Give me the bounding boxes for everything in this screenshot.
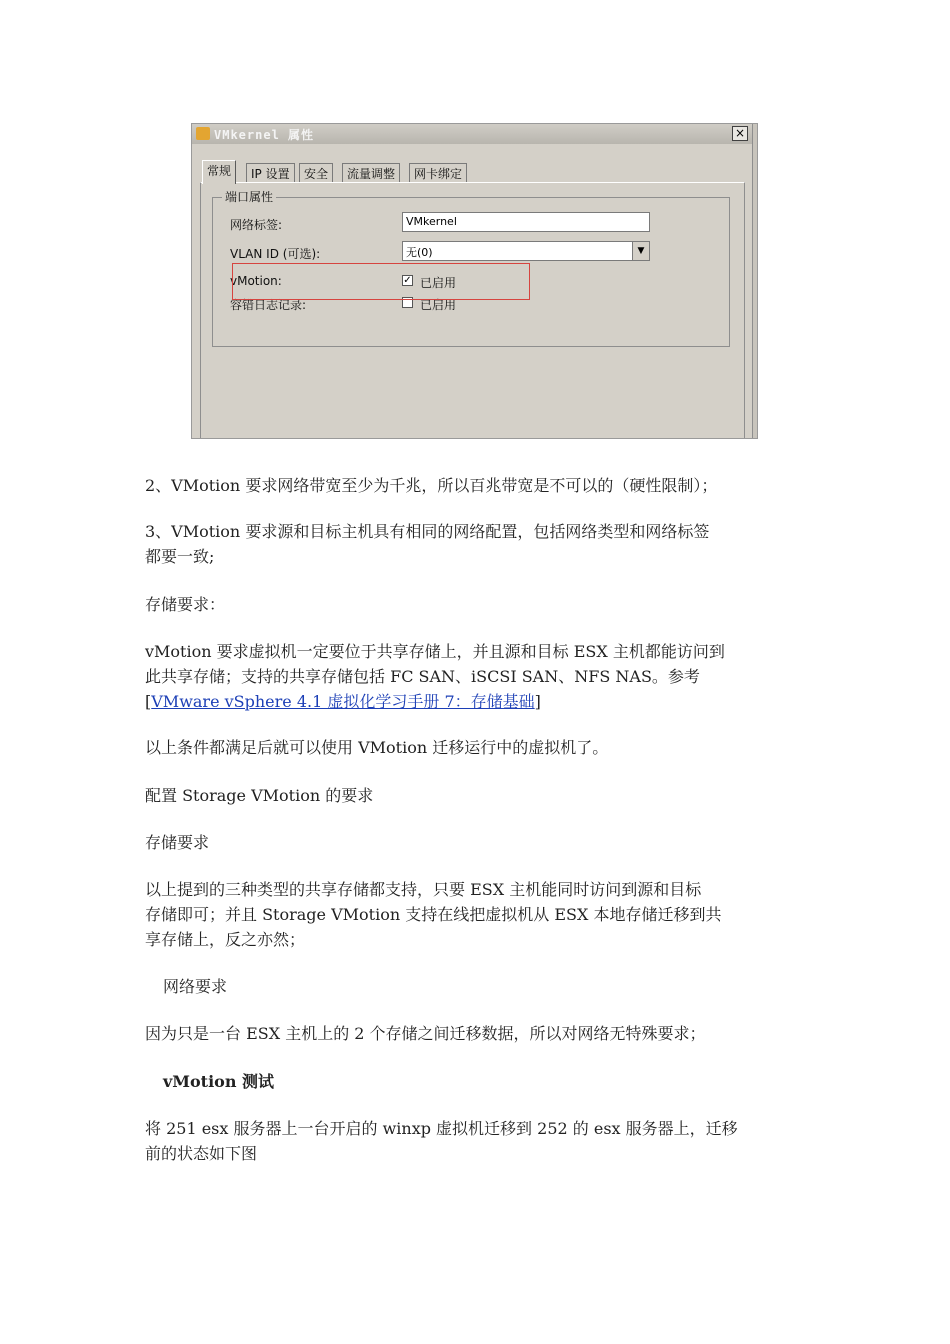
port-properties-title: 端口属性 (222, 188, 276, 205)
shared-storage-text: vMotion 要求虚拟机一定要位于共享存储上，并且源和目标 ESX 主机都能访问到 此共享存储；支持的共享存储包括 FC SAN、iSCSI SAN、NFS NAS。参考 [ (145, 642, 725, 711)
dialog-edge (752, 124, 758, 439)
fault-tolerance-enabled-label: 已启用 (420, 298, 457, 312)
paragraph-no-network-requirement: 因为只是一台 ESX 主机上的 2 个存储之间迁移数据，所以对网络无特殊要求； (145, 1024, 706, 1043)
dialog-title: VMkernel 属性 (214, 128, 315, 142)
network-label-label: 网络标签: (230, 218, 283, 232)
fault-tolerance-logging-label: 容错日志记录: (230, 298, 307, 312)
vmware-app-icon (196, 127, 210, 140)
vlan-id-value: 无(0) (406, 246, 433, 259)
paragraph-bandwidth: 2、VMotion 要求网络带宽至少为千兆，所以百兆带宽是不可以的（硬性限制）； (145, 476, 718, 495)
tab-ip-settings[interactable]: IP 设置 (246, 163, 295, 182)
vmotion-checkbox[interactable]: ✓ (403, 275, 412, 286)
heading-vmotion-test: vMotion 测试 (163, 1072, 275, 1091)
paragraph-shared-storage (145, 639, 825, 714)
paragraph-conditions-met: 以上条件都满足后就可以使用 VMotion 迁移运行中的虚拟机了。 (145, 738, 609, 757)
tab-nic-teaming[interactable]: 网卡绑定 (409, 163, 467, 182)
bracket-close: ] (534, 692, 541, 711)
highlight-box (232, 263, 530, 300)
vmotion-enabled-label: 已启用 (420, 276, 457, 290)
tab-security[interactable]: 安全 (299, 163, 333, 182)
chevron-down-icon[interactable]: ▼ (632, 242, 649, 260)
vlan-id-label: VLAN ID (可选): (230, 247, 321, 261)
tab-general[interactable]: 常规 (202, 160, 236, 184)
paragraph-network-config: 3、VMotion 要求源和目标主机具有相同的网络配置，包括网络类型和网络标签 都要一致; (145, 522, 710, 566)
vmkernel-properties-dialog (191, 123, 758, 439)
vsphere-storage-guide-link[interactable]: VMware vSphere 4.1 虚拟化学习手册 7：存储基础 (151, 692, 535, 711)
paragraph-migration-test: 将 251 esx 服务器上一台开启的 winxp 虚拟机迁移到 252 的 esx 服务器上，迁移 前的状态如下图 (145, 1119, 738, 1163)
heading-network-requirements: 网络要求 (163, 977, 228, 996)
heading-storage-requirements: 存储要求： (145, 595, 226, 614)
tab-traffic-shaping[interactable]: 流量调整 (342, 163, 400, 182)
heading-storage-vmotion-requirements: 配置 Storage VMotion 的要求 (145, 786, 374, 805)
vmotion-label: vMotion: (230, 274, 282, 288)
heading-storage-requirements-2: 存储要求 (145, 833, 210, 852)
vlan-id-select[interactable] (402, 241, 650, 261)
close-icon[interactable]: × (732, 126, 748, 141)
paragraph-storage-vmotion-support: 以上提到的三种类型的共享存储都支持，只要 ESX 主机能同时访问到源和目标 存储即可；并且 Storage VMotion 支持在线把虚拟机从 ESX 本地存储迁移到共 享存储上，反之亦然； (145, 880, 722, 949)
dialog-title-bar (192, 124, 757, 144)
network-label-input[interactable]: VMkernel (402, 212, 650, 232)
